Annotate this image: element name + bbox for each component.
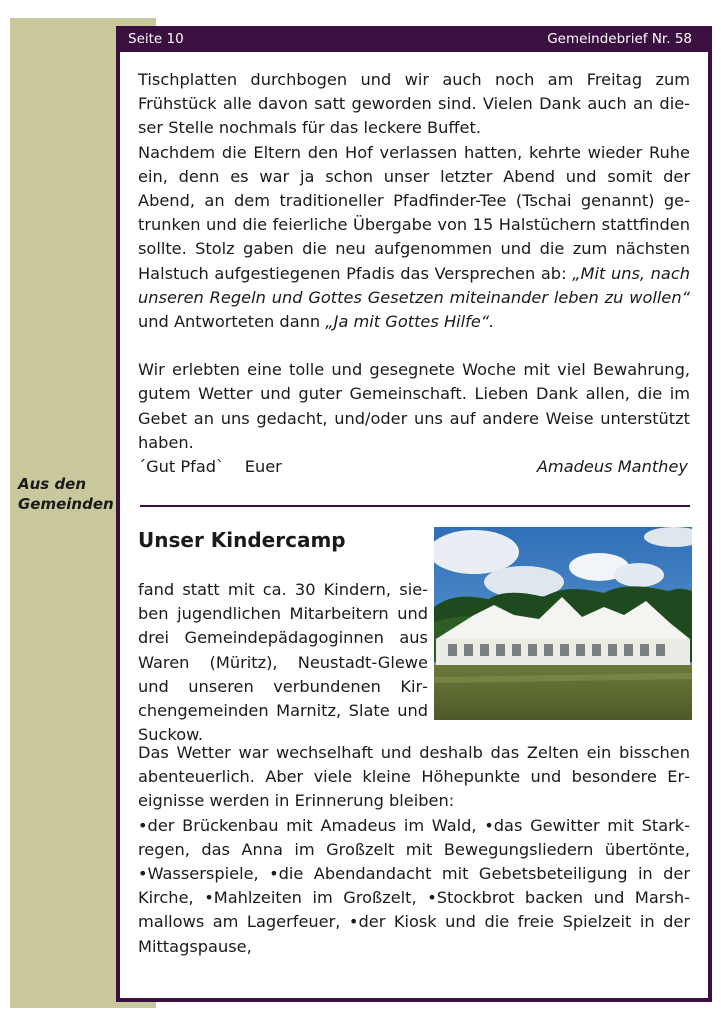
section-divider [140, 505, 690, 507]
page-number: Seite 10 [128, 31, 184, 47]
section-title: Unser Kindercamp [138, 528, 346, 552]
signature-line [138, 455, 690, 479]
answer-quote: „Ja mit Gottes Hilfe“. [325, 312, 495, 332]
author-name: Amadeus Manthey [536, 457, 688, 477]
issue-number: Gemeindebrief Nr. 58 [547, 31, 692, 47]
promise-quote: „Mit uns, nach unseren Regeln und Gottes Gesetzen miteinander leben zu wollen“ [138, 263, 690, 307]
page-header [116, 26, 712, 52]
greeting: ´Gut Pfad` Euer [138, 457, 282, 477]
paragraph-text: und Antworteten dann [138, 312, 326, 332]
highlights-list: •der Brückenbau mit Amadeus im Wald, •das Gewitter mit Starkregen, das Anna im Großzelt mit Bewegungsliedern übertönte, •Wasserspiele, •die Abendandacht mit Gebetsbeteiligung in der Kirche, •Mahlzeiten im Großzelt, •Stockbrot backen und Marshmallows am Lagerfeuer, •der Kiosk und die freie Spielzeit in der Mittagspause, [138, 815, 690, 956]
spacer [138, 334, 690, 358]
kindercamp-body [138, 741, 690, 959]
paragraph: Wir erlebten eine tolle und gesegnete Woche mit viel Bewahrung, gutem Wetter und guter Gemeinschaft. Lieben Dank allen, die im Gebet an uns gedacht, und/oder uns auf andere Weise unterstützt haben. [138, 360, 690, 452]
paragraph [138, 141, 690, 335]
paragraph-text: Nachdem die Eltern den Hof verlassen hatten, kehrte wieder Ruhe ein, denn es war ja schon unser letzter Abend und somit der Abend, an dem traditioneller Pfadfinder-Tee (Tschai genannt) getrunken und die feierliche Übergabe von 15 Halstüchern stattfinden sollte. Stolz gaben die neu aufgenommen und die zum nächsten Halstuch aufgestiegenen Pfadis das Versprechen ab: [138, 142, 690, 283]
paragraph: Das Wetter war wechselhaft und deshalb das Zelten ein bisschen abenteuerlich. Aber viele kleine Höhepunkte und besondere Ereignisse werden in Erinnerung bleiben: [138, 743, 690, 811]
article-pfadfinder [138, 68, 690, 479]
kindercamp-intro: fand statt mit ca. 30 Kindern, sieben jugendlichen Mitarbeitern und drei Gemeindepädagoginnen aus Waren (Müritz), Neustadt-Glewe und unseren verbundenen Kirchengemeinden Marnitz, Slate und Suckow. [138, 580, 428, 745]
sidebar-section-label: Aus den Gemeinden [18, 475, 114, 513]
tent-photo [434, 527, 692, 720]
paragraph: Tischplatten durchbogen und wir auch noch am Freitag zum Frühstück alle davon satt geworden sind. Vielen Dank auch an dieser Stelle nochmals für das leckere Buffet. [138, 70, 690, 138]
